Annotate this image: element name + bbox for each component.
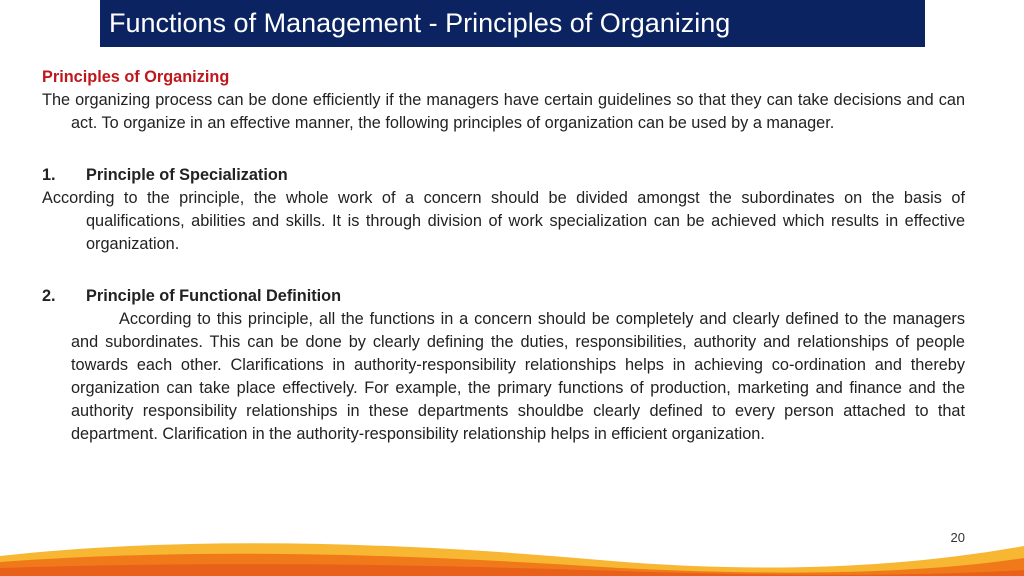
principle-2-title: Principle of Functional Definition xyxy=(86,287,342,305)
intro-paragraph: The organizing process can be done efficiently if the managers have certain guidelines so that they can take decisions and can act. To organize in an effective manner, the following principles of organization can be used by a manager. xyxy=(42,91,965,132)
principle-1-heading xyxy=(42,164,965,187)
section-heading: Principles of Organizing xyxy=(42,68,230,86)
principle-2-number: 2. xyxy=(42,287,56,305)
principle-1-title: Principle of Specialization xyxy=(86,166,288,184)
principle-2-heading xyxy=(42,285,965,308)
page-number: 20 xyxy=(950,530,965,545)
spacer xyxy=(42,135,965,164)
slide-title: Functions of Management - Principles of Organizing xyxy=(100,0,925,47)
principle-2-body: According to this principle, all the functions in a concern should be completely and clearly defined to the managers and subordinates. This can be done by clearly defining the duties, responsibilities, authority and relationships of people towards each other. Clarifications in authority-responsibility relationships helps in achieving co-ordination and thereby organization can take place effectively. For example, the primary functions of production, marketing and finance and the authority responsibility relationships in these departments shouldbe clearly defined to every person attached to that department. Clarification in the authority-responsibility relationship helps in efficient organization. xyxy=(71,310,965,443)
principle-1-body: According to the principle, the whole work of a concern should be divided amongst the subordinates on the basis of qualifications, abilities and skills. It is through division of work specialization can be achieved which results in effective organization. xyxy=(42,189,965,253)
spacer xyxy=(42,256,965,285)
slide-body xyxy=(42,66,965,446)
decorative-wave xyxy=(0,516,1024,576)
principle-1-number: 1. xyxy=(42,166,56,184)
